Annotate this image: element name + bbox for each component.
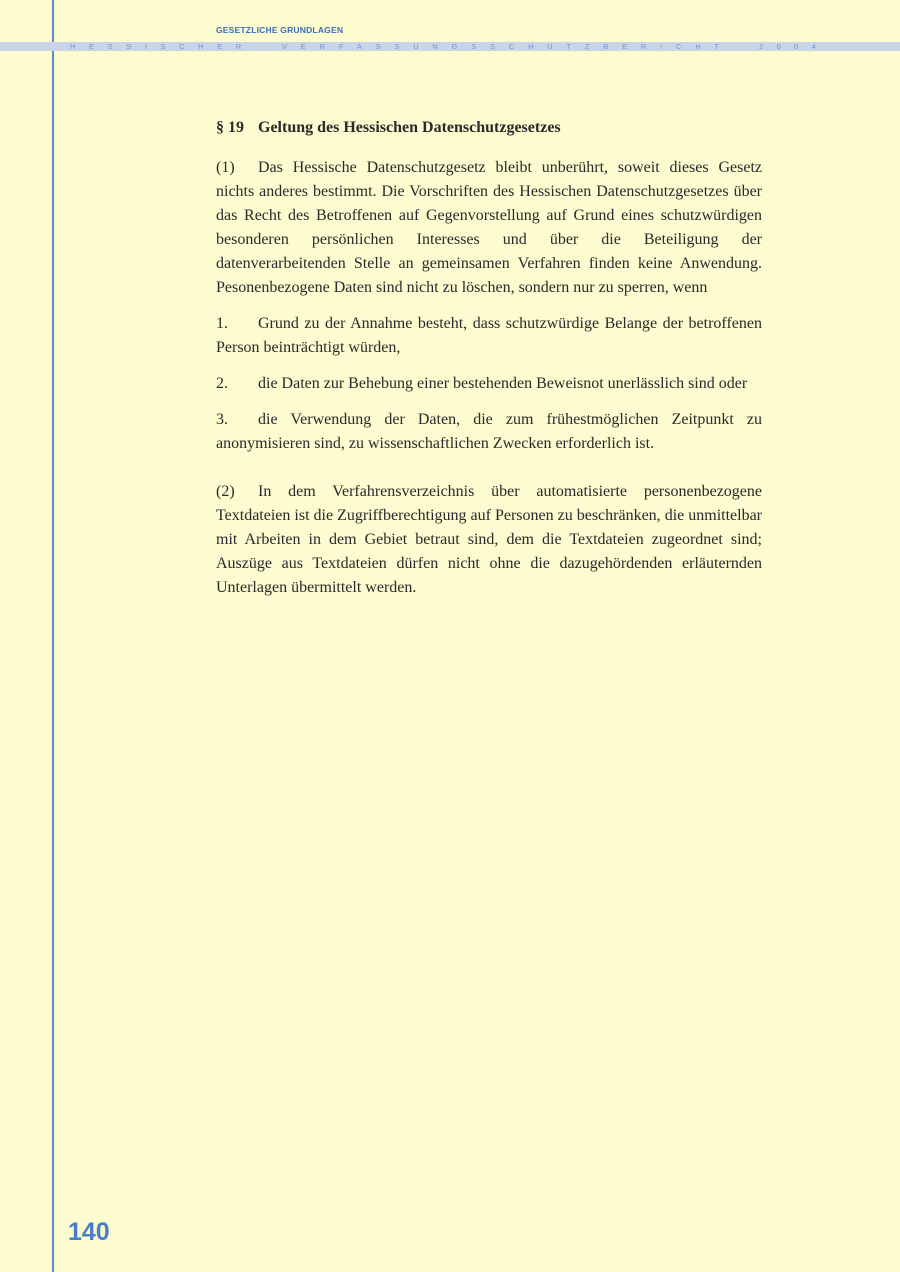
list-item-2	[216, 372, 762, 396]
section-title: Geltung des Hessischen Datenschutzgesetzes	[258, 119, 561, 136]
list-text: die Verwendung der Daten, die zum frühestmöglichen Zeitpunkt zu anonymisieren sind, zu wissenschaftlichen Zwecken erforderlich ist.	[216, 411, 762, 452]
section-label: GESETZLICHE GRUNDLAGEN	[216, 25, 344, 35]
page-number: 140	[68, 1218, 110, 1246]
paragraph-2	[216, 480, 762, 600]
running-title-part-2: VERFASSUNGSSCHUTZBERICHT	[282, 42, 733, 51]
paragraph-1	[216, 156, 762, 300]
list-item-3	[216, 408, 762, 456]
paragraph-number: (2)	[216, 483, 235, 500]
list-text: die Daten zur Behebung einer bestehenden Beweisnot unerlässlich sind oder	[258, 375, 748, 392]
paragraph-number: (1)	[216, 159, 235, 176]
section-heading	[216, 116, 762, 140]
list-number: 2.	[216, 375, 228, 392]
running-title-part-1: HESSISCHER	[70, 42, 255, 51]
paragraph-text: In dem Verfahrensverzeichnis über automatisierte personenbezogene Textdateien ist die Zugriffberechtigung auf Personen zu beschränken, die unmittelbar mit Arbeiten in dem Gebiet betraut sind, dem die Textdateien zugeordnet sind; Auszüge aus Textdateien dürfen nicht ohne die dazugehördenden erläuternden Unterlagen übermittelt werden.	[216, 483, 762, 596]
left-margin-rule	[52, 0, 54, 1272]
section-number: § 19	[216, 119, 244, 136]
running-title-year: 2004	[759, 42, 830, 51]
document-body	[216, 116, 762, 612]
list-item-1	[216, 312, 762, 360]
list-text: Grund zu der Annahme besteht, dass schutzwürdige Belange der betroffenen Person beinträchtigt würden,	[216, 315, 762, 356]
paragraph-text: Das Hessische Datenschutzgesetz bleibt unberührt, soweit dieses Gesetz nichts anderes bestimmt. Die Vorschriften des Hessischen Datenschutzgesetzes über das Recht des Betroffenen auf Gegenvorstellung auf Grund eines schutzwürdigen besonderen persönlichen Interesses und über die Beteiligung der datenverarbeitenden Stelle an gemeinsamen Verfahren finden keine Anwendung. Pesonenbezogene Daten sind nicht zu löschen, sondern nur zu sperren, wenn	[216, 159, 762, 296]
list-number: 3.	[216, 411, 228, 428]
list-number: 1.	[216, 315, 228, 332]
